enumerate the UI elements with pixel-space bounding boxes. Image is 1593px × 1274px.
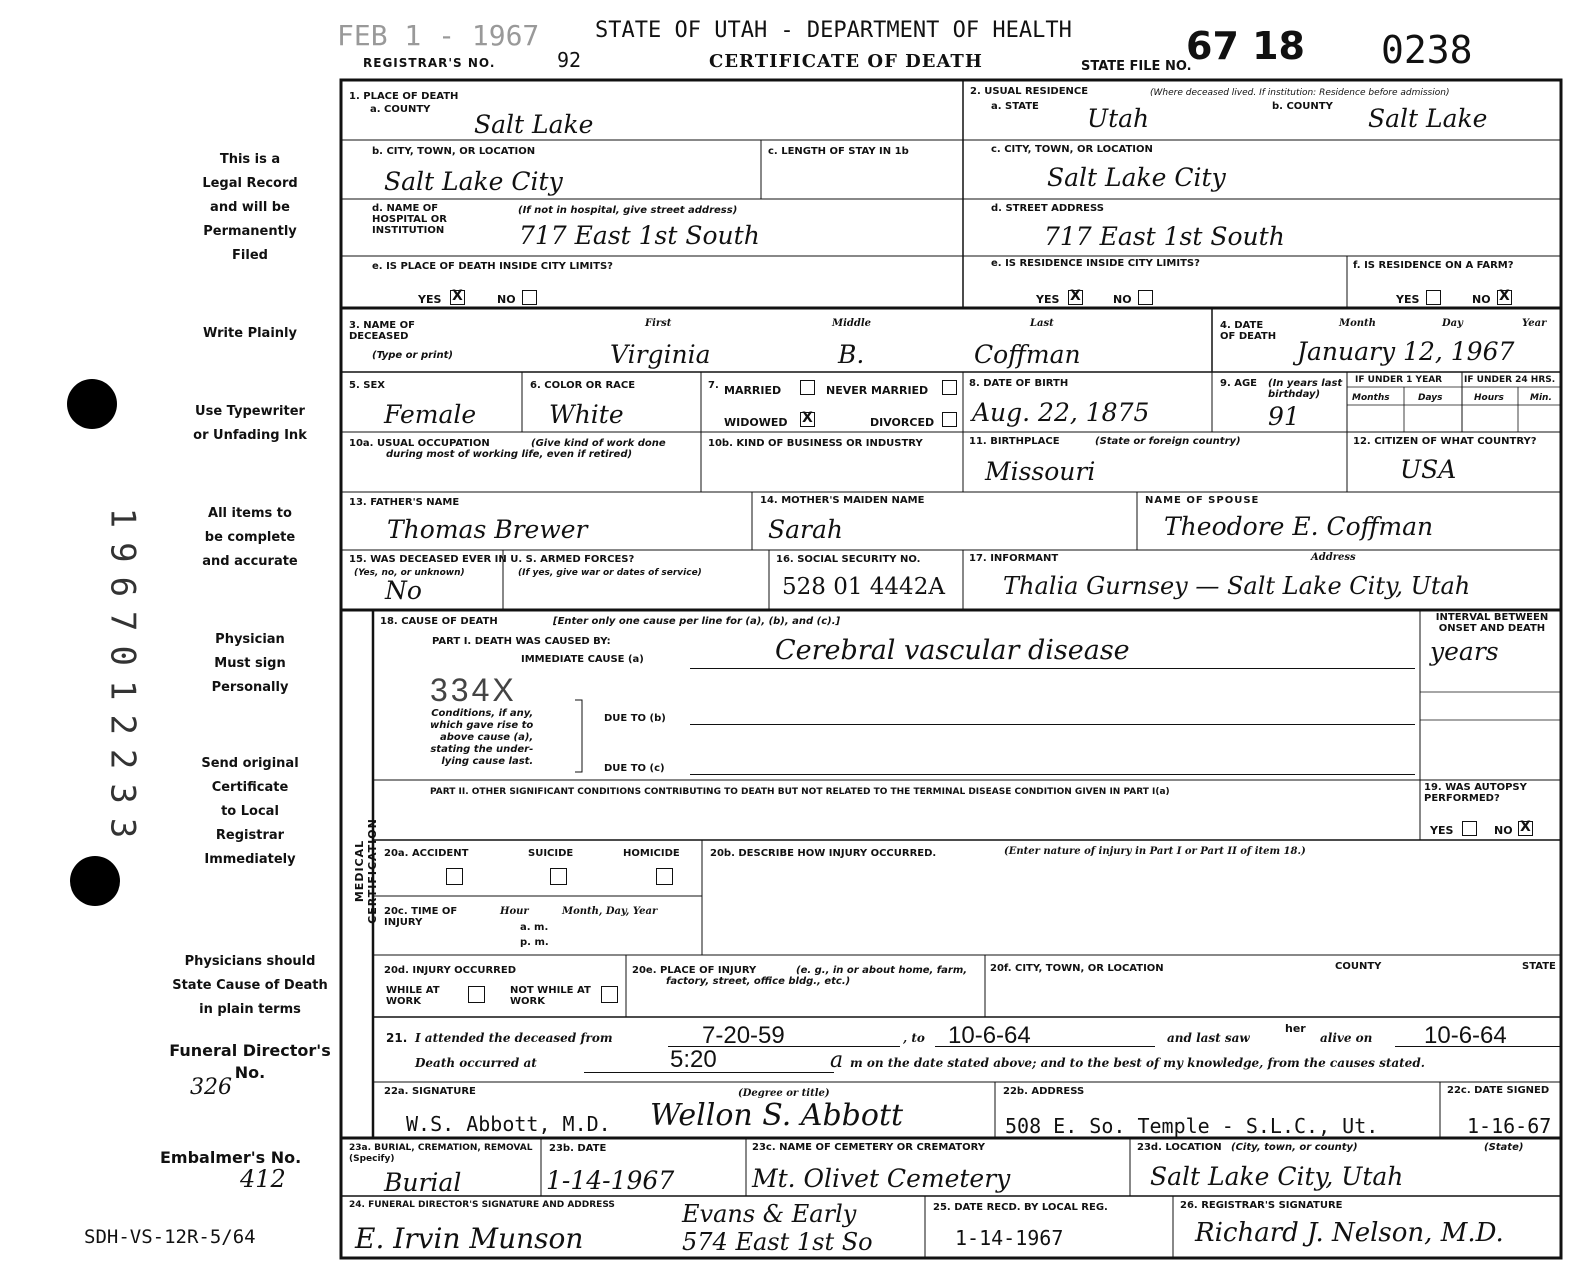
label-accident: 20a. ACCIDENT: [384, 848, 469, 859]
label-death-inside-city: e. IS PLACE OF DEATH INSIDE CITY LIMITS?: [372, 261, 613, 272]
label-to: , to: [903, 1031, 925, 1045]
label-cemetery: 23c. NAME OF CEMETERY OR CREMATORY: [752, 1142, 985, 1153]
label-funeral-director: 24. FUNERAL DIRECTOR'S SIGNATURE AND ADDRESS: [349, 1200, 615, 1210]
label-death-stated: m on the date stated above; and to the best of my knowledge, from the causes stated.: [850, 1056, 1425, 1070]
label-cause-of-death: 18. CAUSE OF DEATH: [380, 616, 498, 627]
label-date-of-death: 4. DATE OF DEATH: [1220, 320, 1277, 342]
label-county: a. COUNTY: [370, 104, 431, 115]
value-cemetery: Mt. Olivet Cemetery: [752, 1164, 1011, 1193]
checkbox-homicide[interactable]: [656, 868, 673, 885]
line-immediate-cause: [690, 668, 1415, 669]
label-street: d. STREET ADDRESS: [991, 203, 1104, 214]
label-injury-city: 20f. CITY, TOWN, OR LOCATION: [990, 963, 1164, 974]
value-date-signed: 1-16-67: [1467, 1114, 1552, 1138]
value-informant: Thalia Gurnsey — Salt Lake City, Utah: [1003, 572, 1471, 600]
label-yes: YES: [1396, 293, 1420, 306]
label-attended: 21.: [386, 1031, 408, 1045]
value-burial-date: 1-14-1967: [546, 1166, 675, 1195]
label-location: 23d. LOCATION: [1137, 1142, 1222, 1153]
value-city: Salt Lake City: [384, 167, 563, 196]
label-month-day-year: Month, Day, Year: [562, 906, 658, 917]
checkbox-res-inside-yes[interactable]: [1068, 290, 1083, 305]
label-signature: 22a. SIGNATURE: [384, 1086, 476, 1097]
label-occupation: 10a. USUAL OCCUPATION: [349, 438, 490, 449]
label-hour: Hour: [500, 906, 529, 917]
checkbox-death-inside-no[interactable]: [522, 290, 537, 305]
label-date-recd: 25. DATE RECD. BY LOCAL REG.: [933, 1202, 1108, 1213]
value-res-city: Salt Lake City: [1047, 163, 1226, 192]
sidebar-write: Write Plainly: [203, 326, 297, 341]
value-her: her: [1285, 1022, 1306, 1035]
label-day: Day: [1442, 318, 1463, 329]
value-birth-date: Aug. 22, 1875: [972, 398, 1150, 427]
value-citizen: USA: [1400, 455, 1457, 484]
label-hospital-note: (If not in hospital, give street address): [518, 205, 738, 216]
label-registrar-signature: 26. REGISTRAR'S SIGNATURE: [1180, 1200, 1343, 1211]
state-file-label: STATE FILE NO.: [1081, 59, 1192, 74]
label-conditions: Conditions, if any, which gave rise to above cause (a), stating the under- lying cause last.: [430, 708, 534, 767]
value-location: Salt Lake City, Utah: [1150, 1162, 1404, 1191]
label-not-while-at-work: NOT WHILE AT WORK: [510, 985, 591, 1007]
state-file-no-a: 67 18: [1186, 24, 1305, 68]
label-length-of-stay: c. LENGTH OF STAY IN 1b: [768, 146, 909, 157]
funeral-director-signature: E. Irvin Munson: [355, 1222, 584, 1255]
label-place-of-injury-note: (e. g., in or about home, farm, factory, street, office bldg., etc.): [666, 965, 968, 987]
funeral-director-no: 326: [190, 1075, 232, 1100]
label-describe-injury-note: (Enter nature of injury in Part I or Part II of item 18.): [1004, 846, 1306, 857]
label-min: Min.: [1530, 393, 1552, 403]
label-age: 9. AGE: [1220, 378, 1258, 389]
label-injury-county: COUNTY: [1335, 961, 1382, 972]
label-yes: YES: [1430, 824, 1454, 837]
label-degree: (Degree or title): [738, 1088, 830, 1099]
label-place-of-death: 1. PLACE OF DEATH: [349, 91, 459, 102]
label-occupation-note: (Give kind of work done during most of working life, even if retired): [386, 438, 666, 460]
label-res-farm: f. IS RESIDENCE ON A FARM?: [1353, 260, 1514, 271]
value-armed-forces: No: [385, 576, 422, 605]
label-homicide: HOMICIDE: [623, 848, 680, 859]
label-res-state: a. STATE: [991, 101, 1039, 112]
state-title: STATE OF UTAH - DEPARTMENT OF HEALTH: [595, 18, 1072, 43]
value-attended-from: 7-20-59: [702, 1022, 785, 1049]
certificate-title: CERTIFICATE OF DEATH: [709, 51, 983, 72]
value-am-pm: a: [830, 1048, 844, 1073]
label-informant: 17. INFORMANT: [969, 553, 1059, 564]
label-pm: p. m.: [520, 937, 549, 948]
label-hospital: d. NAME OF HOSPITAL OR INSTITUTION: [372, 203, 447, 236]
label-yes: YES: [418, 293, 442, 306]
label-divorced: DIVORCED: [870, 416, 935, 429]
checkbox-accident[interactable]: [446, 868, 463, 885]
medical-certification-label: MEDICAL CERTIFICATION: [353, 818, 379, 924]
label-attended-from: I attended the deceased from: [415, 1031, 613, 1045]
value-sex: Female: [384, 400, 477, 429]
label-injury-state: STATE: [1522, 961, 1556, 972]
label-last-saw: and last saw: [1167, 1031, 1250, 1045]
value-mother: Sarah: [768, 515, 843, 544]
value-street: 717 East 1st South: [1044, 222, 1285, 251]
state-file-no-b: 0238: [1381, 28, 1473, 72]
value-funeral-home: Evans & Early: [682, 1200, 857, 1228]
label-usual-residence-note: (Where deceased lived. If institution: Residence before admission): [1150, 88, 1450, 98]
label-days: Days: [1418, 393, 1443, 403]
label-hours: Hours: [1474, 393, 1504, 403]
label-name-of-deceased: 3. NAME OF DECEASED: [349, 320, 415, 342]
form-code: SDH-VS-12R-5/64: [84, 1226, 256, 1248]
label-mother: 14. MOTHER'S MAIDEN NAME: [760, 495, 925, 506]
label-age-note: (In years last birthday): [1268, 378, 1343, 400]
line-due-to-c: [690, 774, 1415, 775]
label-sex: 5. SEX: [349, 380, 385, 391]
label-usual-residence: 2. USUAL RESIDENCE: [970, 86, 1089, 97]
label-no: NO: [1494, 824, 1513, 837]
label-armed-note2: (If yes, give war or dates of service): [518, 568, 702, 578]
label-am: a. m.: [520, 922, 549, 933]
label-spouse: NAME OF SPOUSE: [1145, 495, 1260, 506]
value-birthplace: Missouri: [985, 457, 1096, 486]
label-describe-injury: 20b. DESCRIBE HOW INJURY OCCURRED.: [710, 848, 937, 859]
label-armed-note1: (Yes, no, or unknown): [354, 568, 465, 578]
value-father: Thomas Brewer: [387, 515, 588, 544]
label-birthplace-note: (State or foreign country): [1095, 436, 1241, 447]
label-due-to-b: DUE TO (b): [604, 713, 666, 724]
label-date-signed: 22c. DATE SIGNED: [1447, 1085, 1550, 1096]
value-death-time: 5:20: [670, 1046, 717, 1073]
label-armed-forces: 15. WAS DECEASED EVER IN U. S. ARMED FORCES?: [349, 554, 635, 565]
value-res-county: Salt Lake: [1368, 104, 1488, 133]
checkbox-suicide[interactable]: [550, 868, 567, 885]
label-first: First: [645, 318, 672, 329]
label-res-county: b. COUNTY: [1272, 101, 1333, 112]
label-ssn: 16. SOCIAL SECURITY NO.: [776, 554, 921, 565]
sidebar-typewriter: Use Typewriter or Unfading Ink: [193, 404, 307, 443]
label-date-of-birth: 8. DATE OF BIRTH: [969, 378, 1069, 389]
sidebar-complete: All items to be complete and accurate: [202, 506, 298, 569]
label-while-at-work: WHILE AT WORK: [386, 985, 440, 1007]
label-under-24-hrs: IF UNDER 24 HRS.: [1464, 375, 1556, 385]
label-place-of-injury: 20e. PLACE OF INJURY: [632, 965, 757, 976]
label-suicide: SUICIDE: [528, 848, 574, 859]
label-burial-date: 23b. DATE: [549, 1143, 607, 1154]
physician-signature: Wellon S. Abbott: [650, 1098, 904, 1133]
value-death-date: January 12, 1967: [1297, 337, 1515, 366]
label-part2: PART II. OTHER SIGNIFICANT CONDITIONS CONTRIBUTING TO DEATH BUT NOT RELATED TO THE TERMINAL DISEASE CONDITION GIVEN IN PART I(a): [430, 787, 1170, 797]
label-city: b. CITY, TOWN, OR LOCATION: [372, 146, 536, 157]
value-hospital: 717 East 1st South: [519, 221, 760, 250]
label-physician-address: 22b. ADDRESS: [1003, 1086, 1085, 1097]
funeral-director-no-label: Funeral Director's No.: [169, 1041, 331, 1082]
label-marital: 7.: [708, 380, 719, 391]
value-middle-name: B.: [838, 340, 865, 369]
checkbox-while-at-work[interactable]: [468, 986, 485, 1003]
value-last-name: Coffman: [974, 340, 1081, 369]
label-death-occurred-at: Death occurred at: [415, 1056, 537, 1070]
label-business: 10b. KIND OF BUSINESS OR INDUSTRY: [708, 438, 923, 449]
label-autopsy: 19. WAS AUTOPSY PERFORMED?: [1424, 782, 1527, 804]
checkbox-death-inside-yes[interactable]: [450, 290, 465, 305]
label-under-1-year: IF UNDER 1 YEAR: [1355, 375, 1443, 385]
value-spouse: Theodore E. Coffman: [1164, 512, 1434, 541]
label-never-married: NEVER MARRIED: [826, 384, 929, 397]
value-physician: W.S. Abbott, M.D.: [406, 1112, 611, 1136]
vertical-serial-number: 1967012233: [102, 507, 143, 853]
sidebar-send: Send original Certificate to Local Registrar Immediately: [201, 756, 299, 867]
checkbox-married[interactable]: [800, 380, 815, 395]
label-last: Last: [1030, 318, 1054, 329]
value-age: 91: [1268, 402, 1300, 431]
value-ssn: 528 01 4442A: [782, 574, 945, 600]
label-due-to-c: DUE TO (c): [604, 763, 665, 774]
value-interval: years: [1430, 637, 1499, 666]
label-burial: 23a. BURIAL, CREMATION, REMOVAL (Specify): [349, 1143, 533, 1164]
value-funeral-address: 574 East 1st So: [682, 1228, 873, 1256]
registrar-no-label: REGISTRAR'S NO.: [363, 56, 496, 70]
label-injury-occurred: 20d. INJURY OCCURRED: [384, 965, 516, 976]
label-address: Address: [1311, 552, 1356, 563]
label-res-inside-city: e. IS RESIDENCE INSIDE CITY LIMITS?: [991, 258, 1200, 269]
label-res-city: c. CITY, TOWN, OR LOCATION: [991, 144, 1153, 155]
label-no: NO: [1113, 293, 1132, 306]
embalmer-no-label: Embalmer's No.: [160, 1148, 302, 1167]
checkbox-farm-no[interactable]: [1497, 290, 1512, 305]
label-interval: INTERVAL BETWEEN ONSET AND DEATH: [1435, 612, 1549, 634]
checkbox-farm-yes[interactable]: [1426, 290, 1441, 305]
sidebar-legal: This is a Legal Record and will be Permanently Filed: [202, 152, 298, 263]
checkbox-not-while-at-work[interactable]: [601, 986, 618, 1003]
value-county: Salt Lake: [474, 110, 594, 139]
label-race: 6. COLOR OR RACE: [530, 380, 636, 391]
label-time-of-injury: 20c. TIME OF INJURY: [384, 906, 458, 928]
checkbox-autopsy-no[interactable]: [1518, 821, 1533, 836]
embalmer-no: 412: [240, 1165, 286, 1193]
received-date-stamp: FEB 1 - 1967: [337, 19, 540, 52]
label-no: NO: [1472, 293, 1491, 306]
checkbox-widowed[interactable]: [800, 412, 815, 427]
label-type-or-print: (Type or print): [372, 350, 453, 361]
label-months: Months: [1352, 393, 1390, 403]
label-month: Month: [1339, 318, 1376, 329]
value-attended-to: 10-6-64: [948, 1022, 1031, 1049]
label-yes: YES: [1036, 293, 1060, 306]
label-location-state: (State): [1484, 1142, 1524, 1153]
label-immediate-cause: IMMEDIATE CAUSE (a): [521, 654, 644, 665]
value-burial: Burial: [384, 1168, 462, 1197]
label-birthplace: 11. BIRTHPLACE: [969, 436, 1060, 447]
registrar-no: 92: [557, 48, 582, 72]
value-cause-code: 334X: [430, 672, 517, 708]
value-date-recd: 1-14-1967: [955, 1226, 1064, 1250]
label-alive-on: alive on: [1320, 1031, 1373, 1045]
checkbox-divorced[interactable]: [942, 412, 957, 427]
value-immediate-cause: Cerebral vascular disease: [775, 635, 1130, 666]
checkbox-never-married[interactable]: [942, 380, 957, 395]
label-cause-note: [Enter only one cause per line for (a), (b), and (c).]: [553, 616, 841, 627]
sidebar-physician: Physician Must sign Personally: [211, 632, 289, 695]
value-first-name: Virginia: [610, 340, 711, 369]
sidebar-physicians-should: Physicians should State Cause of Death in plain terms: [172, 954, 328, 1017]
label-widowed: WIDOWED: [724, 416, 788, 429]
value-res-state: Utah: [1087, 104, 1150, 133]
label-father: 13. FATHER'S NAME: [349, 497, 460, 508]
label-location-note: (City, town, or county): [1231, 1142, 1358, 1153]
registrar-signature: Richard J. Nelson, M.D.: [1195, 1218, 1504, 1248]
checkbox-autopsy-yes[interactable]: [1462, 821, 1477, 836]
line-due-to-b: [690, 724, 1415, 725]
label-citizen: 12. CITIZEN OF WHAT COUNTRY?: [1353, 436, 1537, 447]
label-no: NO: [497, 293, 516, 306]
label-year: Year: [1522, 318, 1547, 329]
value-physician-address: 508 E. So. Temple - S.L.C., Ut.: [1005, 1114, 1379, 1138]
label-middle: Middle: [832, 318, 872, 329]
value-alive-on: 10-6-64: [1424, 1022, 1507, 1049]
checkbox-res-inside-no[interactable]: [1138, 290, 1153, 305]
label-part1: PART I. DEATH WAS CAUSED BY:: [432, 636, 611, 647]
value-race: White: [549, 400, 624, 429]
label-married: MARRIED: [724, 384, 782, 397]
